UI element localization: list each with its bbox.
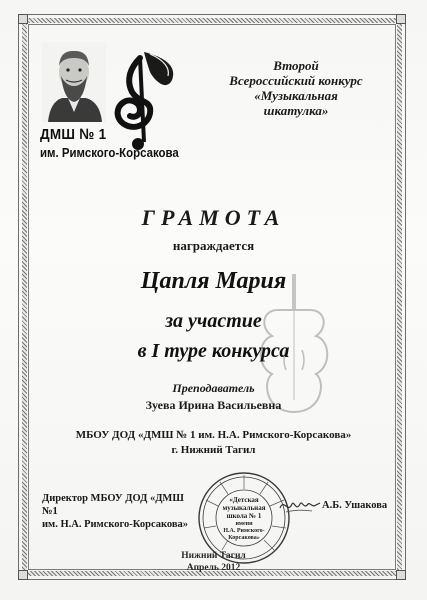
issue-date: Апрель 2012 (186, 563, 241, 573)
contest-line3: «Музыкальная (254, 88, 338, 103)
director-name: А.Б. Ушакова (322, 500, 388, 511)
school-name-line2: им. Римского-Корсакова (40, 145, 179, 160)
director-title-line1: Директор МБОУ ДОД «ДМШ №1 (42, 493, 184, 517)
certificate-title: ГРАМОТА (141, 205, 286, 230)
signature-mark (278, 494, 322, 516)
teacher-label: Преподаватель (172, 381, 255, 395)
school-name (40, 126, 240, 160)
director-title-line2: им. Н.А. Римского-Корсакова» (42, 519, 189, 530)
frame-corner (18, 14, 28, 24)
contest-line2: Всероссийский конкурс (229, 73, 363, 88)
stamp-text-line1: «Детская (229, 496, 259, 504)
composer-portrait-icon (42, 42, 106, 122)
school-name-line1: ДМШ № 1 (40, 126, 107, 143)
award-reason-line1: за участие (165, 310, 262, 332)
frame-corner (396, 14, 406, 24)
organization-city: г. Нижний Тагил (171, 444, 256, 456)
stamp-text-line3: школа № 1 (226, 512, 262, 520)
stamp-text-line5: Н.А. Римского- (223, 528, 265, 534)
contest-name (198, 58, 394, 118)
award-reason-line2: в I туре конкурса (137, 340, 290, 362)
stamp-text-line6: Корсакова» (228, 535, 260, 541)
awarded-text: награждается (172, 238, 255, 253)
director-title (42, 492, 202, 531)
stamp-text-line4: имени (235, 521, 253, 527)
contest-line4: шкатулка» (263, 103, 329, 118)
issue-place: Нижний Тагил (181, 551, 246, 561)
teacher-name: Зуева Ирина Васильевна (145, 398, 282, 412)
contest-line1: Второй (273, 58, 319, 73)
organization-name: МБОУ ДОД «ДМШ № 1 им. Н.А. Римского-Корсакова» (75, 429, 352, 441)
stamp-text-line2: музыкальная (222, 504, 266, 512)
recipient-name: Цапля Мария (140, 268, 287, 294)
